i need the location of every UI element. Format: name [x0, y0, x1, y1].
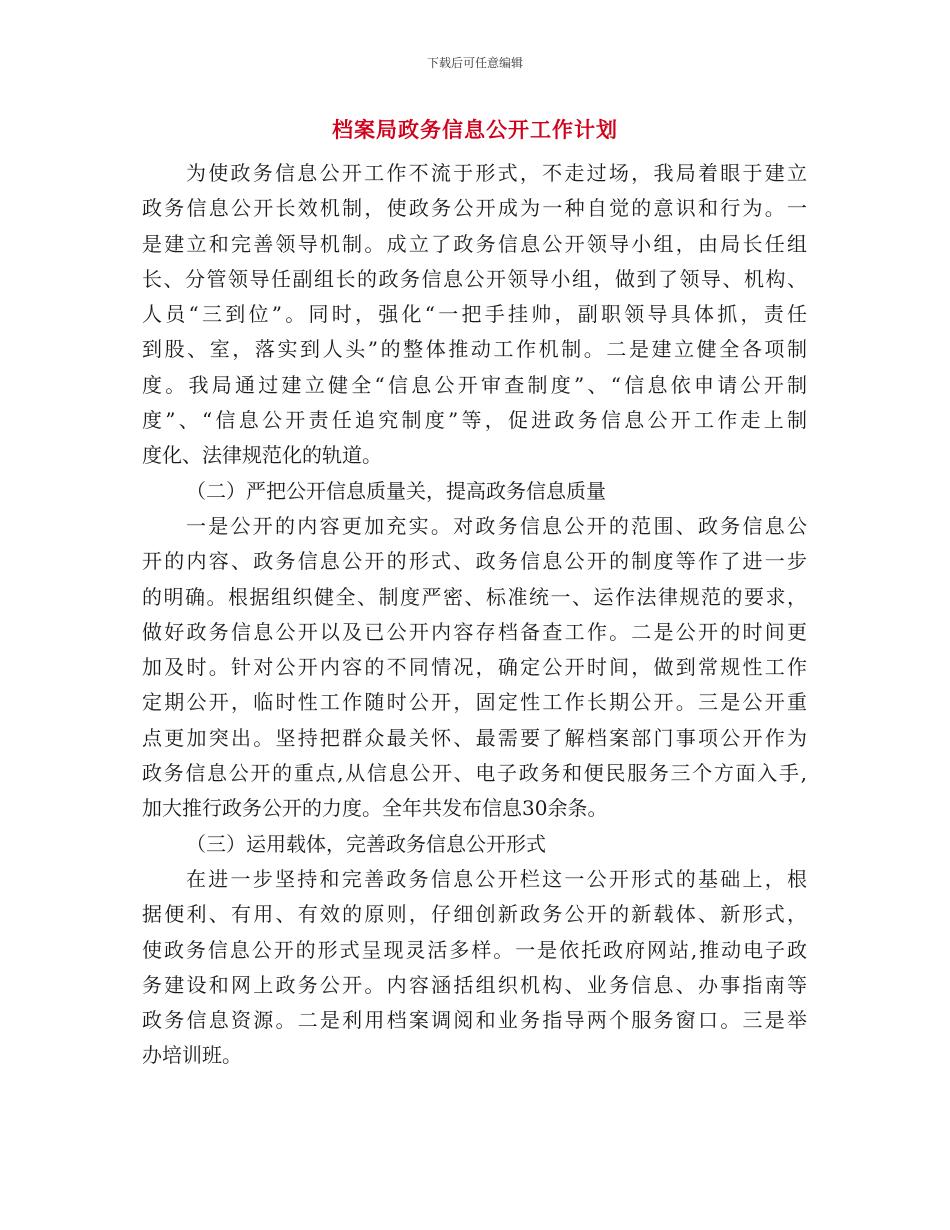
body-line: 政务信息公开长效机制，使政务公开成为一种自觉的意识和行为。一: [142, 196, 807, 221]
section-heading: （三）运用载体，完善政务信息公开形式: [186, 831, 546, 856]
body-line: 定期公开，临时性工作随时公开，固定性工作长期公开。三是公开重: [142, 690, 807, 715]
body-line: 长、分管领导任副组长的政务信息公开领导小组，做到了领导、机构、: [142, 266, 807, 291]
document-title: 档案局政务信息公开工作计划: [332, 117, 618, 142]
body-line: 政务信息资源。二是利用档案调阅和业务指导两个服务窗口。三是举: [142, 1008, 807, 1033]
body-line: 度”、“信息公开责任追究制度”等，促进政务信息公开工作走上制: [142, 408, 807, 433]
body-line: 办培训班。: [142, 1043, 242, 1068]
body-line: 据便利、有用、有效的原则，仔细创新政务公开的新载体、新形式，: [142, 902, 807, 927]
body-line: 政务信息公开的重点,从信息公开、电子政务和便民服务三个方面入手,: [142, 761, 807, 786]
body-line: 点更加突出。坚持把群众最关怀、最需要了解档案部门事项公开作为: [142, 725, 807, 750]
body-line: 是建立和完善领导机制。成立了政务信息公开领导小组，由局长任组: [142, 231, 807, 256]
page-header-note: 下载后可任意编辑: [426, 56, 523, 70]
document-body: [142, 156, 807, 1074]
section-heading: （二）严把公开信息质量关，提高政务信息质量: [186, 478, 606, 503]
body-line: 使政务信息公开的形式呈现灵活多样。一是依托政府网站,推动电子政: [142, 937, 807, 962]
body-line: 为使政务信息公开工作不流于形式，不走过场，我局着眼于建立: [186, 161, 807, 185]
body-line: 加及时。针对公开内容的不同情况，确定公开时间，做到常规性工作: [142, 655, 807, 680]
body-line: 度化、法律规范化的轨道。: [142, 443, 382, 468]
body-line: 的明确。根据组织健全、制度严密、标准统一、运作法律规范的要求，: [142, 584, 807, 609]
body-line: 务建设和网上政务公开。内容涵括组织机构、业务信息、办事指南等: [142, 972, 807, 997]
body-line: 在进一步坚持和完善政务信息公开栏这一公开形式的基础上，根: [186, 866, 807, 891]
body-line: 到股、室，落实到人头”的整体推动工作机制。二是建立健全各项制: [142, 337, 807, 362]
body-line: 一是公开的内容更加充实。对政务信息公开的范围、政务信息公: [186, 513, 807, 538]
body-line: 加大推行政务公开的力度。全年共发布信息30余条。: [142, 796, 608, 821]
body-line: 度。我局通过建立健全“信息公开审查制度”、“信息依申请公开制: [142, 372, 807, 397]
body-line: 做好政务信息公开以及已公开内容存档备查工作。二是公开的时间更: [142, 619, 807, 644]
body-line: 人员“三到位”。同时，强化“一把手挂帅，副职领导具体抓，责任: [142, 302, 807, 327]
body-line: 开的内容、政务信息公开的形式、政务信息公开的制度等作了进一步: [142, 549, 807, 574]
